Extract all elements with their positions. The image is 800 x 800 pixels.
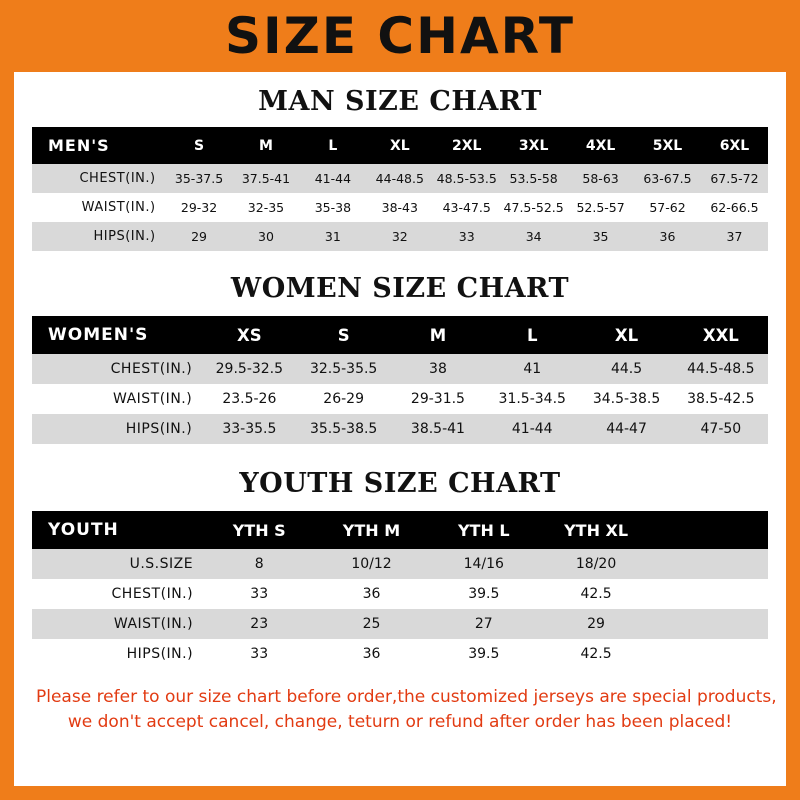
column-header: M	[258, 137, 273, 154]
table-cell: 63-67.5	[643, 171, 692, 186]
column-header: 3XL	[518, 137, 549, 154]
table-row	[32, 222, 768, 251]
table-cell: 18/20	[575, 556, 617, 572]
section-title-women: WOMEN SIZE CHART	[230, 273, 570, 304]
table-cell: 31	[324, 229, 341, 244]
column-header: S	[193, 137, 205, 154]
banner	[0, 0, 800, 72]
column-header: YTH L	[457, 520, 510, 540]
table-cell: 53.5-58	[509, 171, 558, 186]
table-row	[32, 579, 768, 609]
footer-note-line-2: we don't accept cancel, change, teturn or refund after order has been placed!	[67, 711, 733, 732]
column-header: XS	[237, 325, 262, 345]
table-cell: 29.5-32.5	[215, 361, 284, 377]
table-cell: 26-29	[323, 391, 364, 407]
column-header: 2XL	[451, 137, 482, 154]
row-label: CHEST(IN.)	[110, 361, 193, 377]
column-header: 6XL	[719, 137, 750, 154]
row-label: WAIST(IN.)	[113, 391, 193, 407]
column-header-empty	[652, 511, 768, 549]
table-cell: 37.5-41	[241, 171, 291, 186]
table-cell: 43-47.5	[442, 200, 491, 215]
table-cell: 35-37.5	[174, 171, 224, 186]
men-table-head	[32, 127, 768, 164]
table-row	[32, 384, 768, 414]
table-header-row	[32, 316, 768, 354]
content	[14, 86, 786, 734]
men-size-table	[32, 127, 768, 251]
table-cell: 41	[523, 361, 542, 377]
women-size-table	[32, 316, 768, 444]
men-table-body	[32, 164, 768, 251]
women-table-head	[32, 316, 768, 354]
youth-table-head	[32, 511, 768, 549]
table-cell: 29-32	[180, 200, 218, 215]
row-label: WAIST(IN.)	[81, 200, 156, 215]
row-label: HIPS(IN.)	[93, 229, 156, 244]
column-header: YTH M	[342, 520, 401, 540]
table-cell: 47.5-52.5	[503, 200, 564, 215]
table-cell: 33	[458, 229, 475, 244]
table-cell: 35.5-38.5	[309, 421, 378, 437]
page-title: SIZE CHART	[224, 7, 576, 65]
section-title-youth: YOUTH SIZE CHART	[239, 468, 561, 499]
table-row	[32, 549, 768, 579]
table-cell: 10/12	[351, 556, 392, 572]
footer-note	[36, 685, 777, 734]
table-cell: 57-62	[649, 200, 686, 215]
table-cell: 44-48.5	[375, 171, 424, 186]
table-cell: 33	[250, 646, 269, 662]
row-label: CHEST(IN.)	[79, 171, 156, 186]
table-cell: 27	[474, 616, 493, 632]
table-cell-empty	[652, 579, 768, 609]
table-cell: 29-31.5	[410, 391, 465, 407]
section-women	[32, 273, 768, 444]
table-cell: 39.5	[468, 586, 500, 602]
table-cell: 44.5-48.5	[687, 361, 755, 377]
row-label: CHEST(IN.)	[111, 586, 194, 602]
table-cell: 67.5-72	[710, 171, 759, 186]
table-cell: 47-50	[700, 421, 742, 437]
table-cell: 32.5-35.5	[309, 361, 378, 377]
table-cell: 34	[525, 229, 542, 244]
column-header: XL	[614, 325, 639, 345]
column-header: YTH XL	[564, 520, 629, 540]
table-cell-empty	[652, 639, 768, 669]
table-cell: 29	[191, 229, 207, 244]
column-header: 5XL	[652, 137, 683, 154]
table-cell: 32	[391, 229, 408, 244]
row-label: WAIST(IN.)	[113, 616, 194, 632]
column-header: L	[526, 325, 538, 345]
column-header: M	[429, 325, 447, 345]
column-header: XXL	[702, 325, 739, 345]
table-cell: 31.5-34.5	[498, 391, 566, 407]
table-cell: 38.5-42.5	[687, 391, 755, 407]
column-header: L	[328, 137, 338, 154]
table-cell: 42.5	[580, 646, 612, 662]
table-cell: 48.5-53.5	[436, 171, 497, 186]
table-cell: 41-44	[511, 421, 553, 437]
table-header-row	[32, 127, 768, 164]
table-cell: 14/16	[463, 556, 504, 572]
youth-table-body	[32, 549, 768, 669]
table-cell: 37	[726, 229, 743, 244]
table-cell: 38-43	[381, 200, 418, 215]
table-cell: 52.5-57	[576, 200, 625, 215]
section-men	[32, 86, 768, 251]
section-youth	[32, 468, 768, 669]
table-row	[32, 414, 768, 444]
table-cell: 34.5-38.5	[592, 391, 661, 407]
table-cell: 32-35	[247, 200, 285, 215]
table-cell: 23	[250, 616, 269, 632]
column-header: S	[337, 325, 350, 345]
table-row	[32, 164, 768, 193]
column-header: WOMEN'S	[48, 325, 149, 345]
table-cell: 35	[592, 229, 609, 244]
table-cell: 36	[362, 586, 381, 602]
table-cell: 35-38	[314, 200, 352, 215]
column-header: XL	[389, 137, 410, 154]
table-cell: 36	[659, 229, 676, 244]
table-row	[32, 193, 768, 222]
row-label: U.S.SIZE	[129, 556, 194, 572]
youth-size-table	[32, 511, 768, 669]
table-cell: 62-66.5	[710, 200, 759, 215]
row-label: HIPS(IN.)	[126, 646, 194, 662]
column-header: MEN'S	[48, 136, 110, 155]
table-cell: 8	[254, 556, 264, 572]
table-cell: 29	[587, 616, 605, 632]
table-row	[32, 354, 768, 384]
table-cell-empty	[652, 609, 768, 639]
table-cell: 38.5-41	[410, 421, 465, 437]
table-cell: 38	[429, 361, 447, 377]
column-header: YOUTH	[48, 520, 119, 540]
table-row	[32, 639, 768, 669]
section-title-men: MAN SIZE CHART	[258, 86, 542, 117]
table-cell: 58-63	[582, 171, 619, 186]
women-table-body	[32, 354, 768, 444]
table-cell: 33-35.5	[222, 421, 277, 437]
table-cell: 44-47	[606, 421, 647, 437]
table-cell: 25	[362, 616, 381, 632]
row-label: HIPS(IN.)	[125, 421, 193, 437]
table-cell: 39.5	[468, 646, 500, 662]
table-cell: 30	[258, 229, 274, 244]
bottom-accent-bar	[0, 786, 800, 800]
column-header: 4XL	[585, 137, 616, 154]
table-row	[32, 609, 768, 639]
table-cell: 42.5	[580, 586, 612, 602]
footer-note-line-1: Please refer to our size chart before order,the customized jerseys are special products,	[36, 687, 777, 707]
table-cell: 23.5-26	[222, 391, 277, 407]
column-header: YTH S	[232, 520, 286, 540]
table-cell-empty	[652, 549, 768, 579]
table-cell: 36	[362, 646, 381, 662]
table-cell: 44.5	[610, 361, 643, 377]
table-cell: 41-44	[314, 171, 352, 186]
table-header-row	[32, 511, 768, 549]
table-cell: 33	[250, 586, 269, 602]
